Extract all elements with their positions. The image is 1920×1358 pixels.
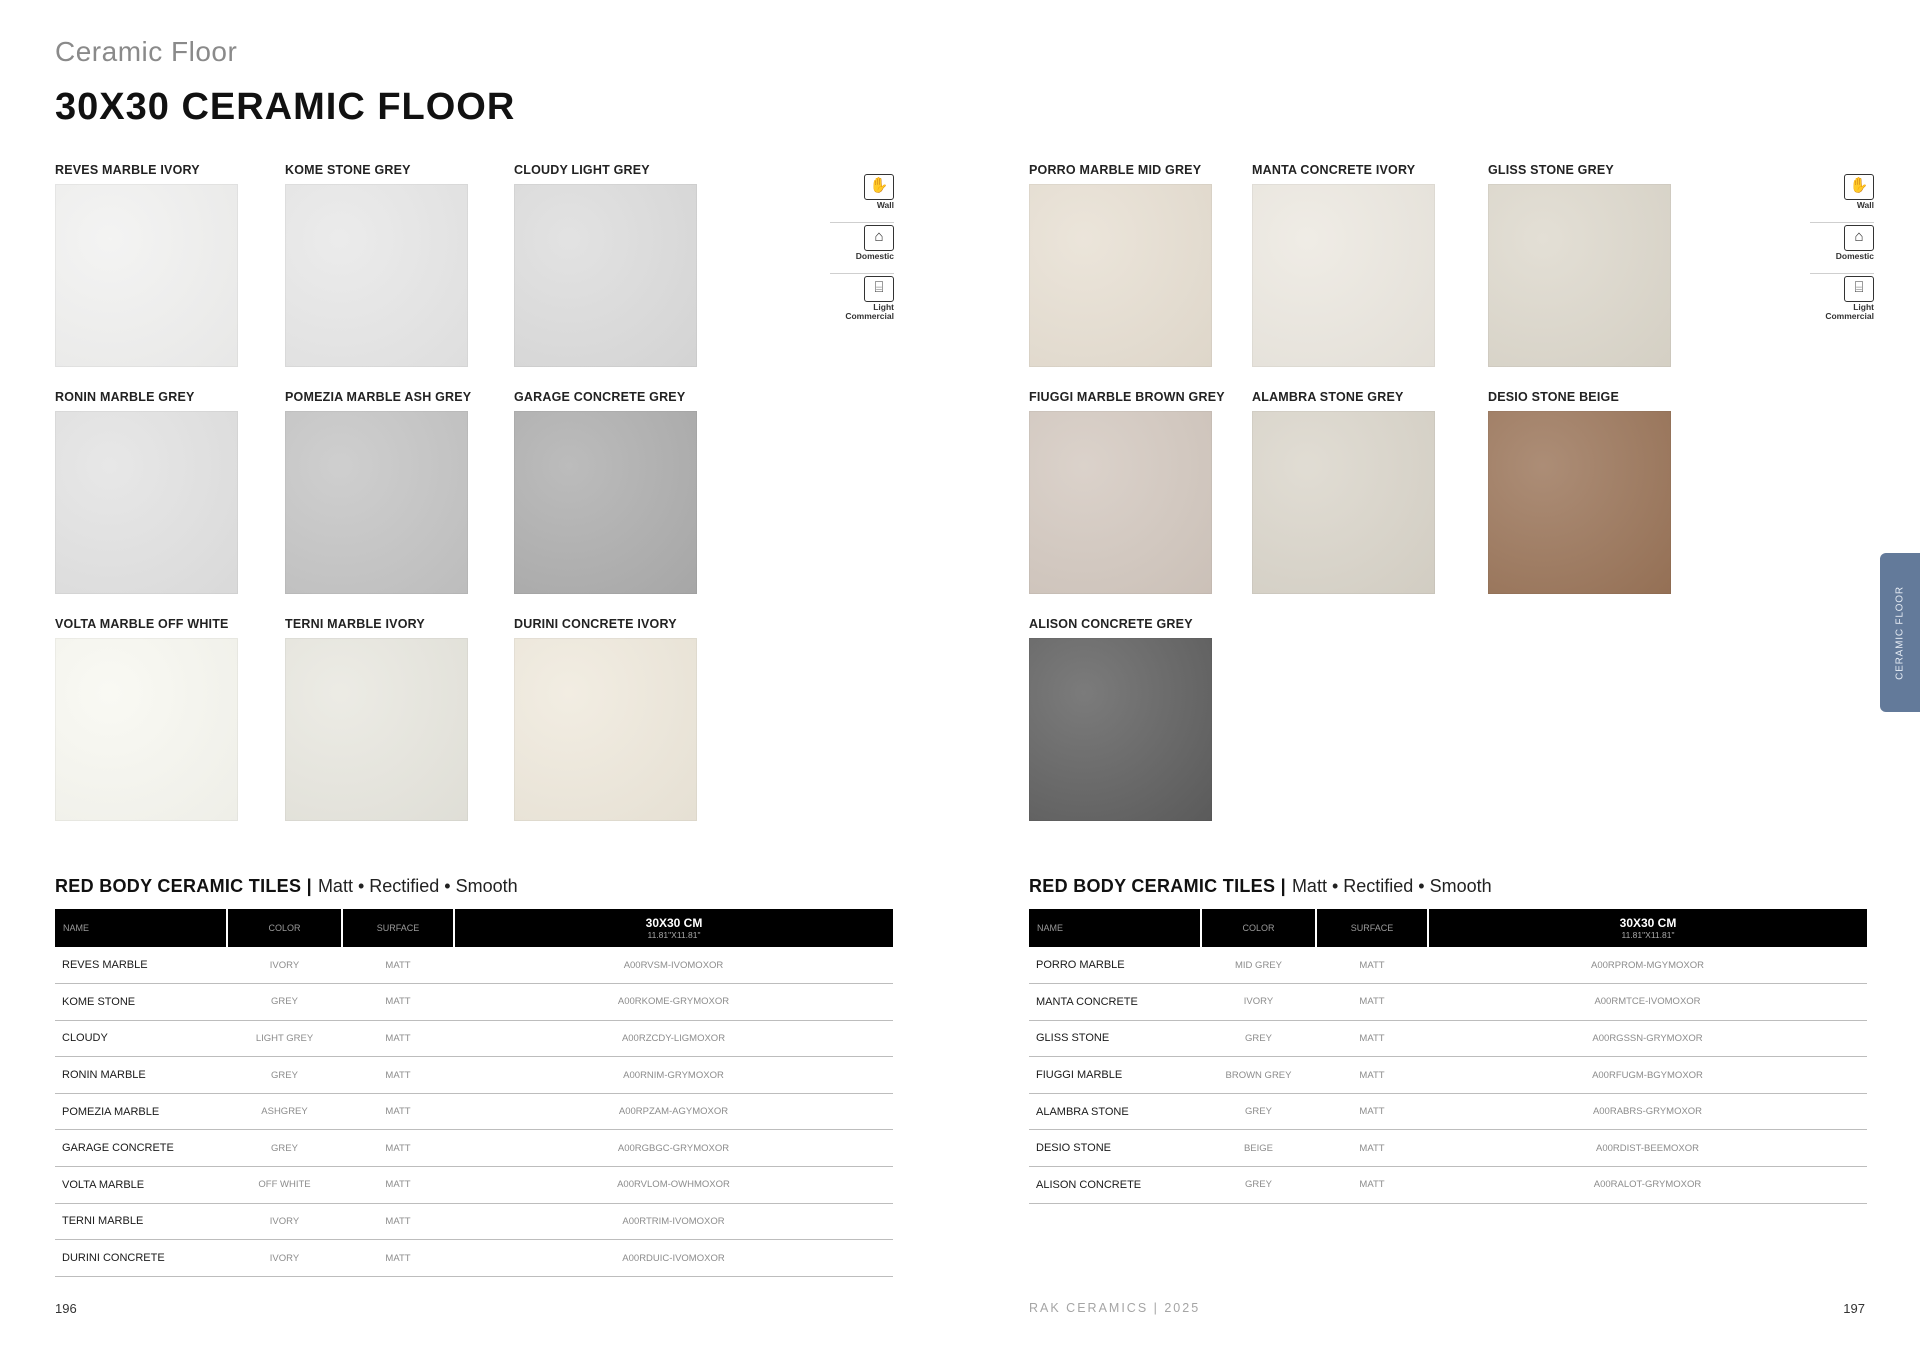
cell-color: LIGHT GREY bbox=[227, 1020, 342, 1057]
table-row bbox=[55, 1020, 893, 1057]
tile-name: CLOUDY LIGHT GREY bbox=[514, 163, 650, 177]
tile-card bbox=[1488, 162, 1673, 367]
cell-color: IVORY bbox=[227, 1203, 342, 1240]
cell-name: TERNI MARBLE bbox=[55, 1203, 227, 1240]
cell-code: A00RABRS-GRYMOXOR bbox=[1428, 1093, 1867, 1130]
cell-code: A00RNIM-GRYMOXOR bbox=[454, 1057, 893, 1094]
page-number: 197 bbox=[1843, 1301, 1865, 1316]
tile-swatch-image bbox=[514, 411, 697, 594]
cell-code: A00RDUIC-IVOMOXOR bbox=[454, 1240, 893, 1277]
tile-swatch-image bbox=[1029, 638, 1212, 821]
domestic-house-icon: ⌂ bbox=[864, 225, 894, 251]
cell-name: ALISON CONCRETE bbox=[1029, 1167, 1201, 1204]
tile-swatch-image bbox=[514, 184, 697, 367]
tile-name: RONIN MARBLE GREY bbox=[55, 390, 195, 404]
cell-color: BROWN GREY bbox=[1201, 1057, 1316, 1094]
tile-swatch-image bbox=[1029, 184, 1212, 367]
cell-code: A00RPROM-MGYMOXOR bbox=[1428, 947, 1867, 984]
cell-color: IVORY bbox=[227, 947, 342, 984]
spec-table bbox=[1029, 909, 1867, 1204]
cell-surface: MATT bbox=[342, 1167, 454, 1204]
chapter-side-tab[interactable] bbox=[1880, 553, 1920, 712]
tile-name: POMEZIA MARBLE ASH GREY bbox=[285, 390, 472, 404]
tile-swatch-image bbox=[1029, 411, 1212, 594]
usage-light-commercial bbox=[830, 274, 894, 325]
cell-color: ASHGREY bbox=[227, 1093, 342, 1130]
cell-surface: MATT bbox=[1316, 1167, 1428, 1204]
tile-card bbox=[285, 616, 470, 821]
section-heading-finish: Matt • Rectified • Smooth bbox=[1291, 876, 1492, 896]
cell-code: A00RZCDY-LIGMOXOR bbox=[454, 1020, 893, 1057]
tile-card bbox=[285, 389, 470, 594]
tile-swatch-image bbox=[55, 184, 238, 367]
tile-name: REVES MARBLE IVORY bbox=[55, 163, 200, 177]
cell-name: REVES MARBLE bbox=[55, 947, 227, 984]
tile-name: GARAGE CONCRETE GREY bbox=[514, 390, 686, 404]
table-row bbox=[55, 984, 893, 1021]
cell-name: KOME STONE bbox=[55, 984, 227, 1021]
cell-name: GARAGE CONCRETE bbox=[55, 1130, 227, 1167]
cell-code: A00RGSSN-GRYMOXOR bbox=[1428, 1020, 1867, 1057]
cell-color: GREY bbox=[227, 1057, 342, 1094]
table-row bbox=[55, 947, 893, 984]
cell-color: OFF WHITE bbox=[227, 1167, 342, 1204]
cell-surface: MATT bbox=[1316, 947, 1428, 984]
cell-surface: MATT bbox=[342, 1057, 454, 1094]
chapter-tab-label: CERAMIC FLOOR bbox=[1894, 585, 1906, 680]
tile-card bbox=[55, 616, 240, 821]
tile-swatch-image bbox=[285, 184, 468, 367]
tile-swatch-image bbox=[55, 411, 238, 594]
size-label: 30X30 CM bbox=[645, 915, 703, 930]
tile-card bbox=[514, 162, 699, 367]
cell-name: POMEZIA MARBLE bbox=[55, 1093, 227, 1130]
tile-swatch-image bbox=[514, 638, 697, 821]
table-row bbox=[1029, 1020, 1867, 1057]
tile-name: GLISS STONE GREY bbox=[1488, 163, 1614, 177]
cell-surface: MATT bbox=[342, 984, 454, 1021]
size-inches-label: 11.81"X11.81" bbox=[647, 929, 701, 940]
cell-code: A00RGBGC-GRYMOXOR bbox=[454, 1130, 893, 1167]
cell-code: A00RALOT-GRYMOXOR bbox=[1428, 1167, 1867, 1204]
cell-name: VOLTA MARBLE bbox=[55, 1167, 227, 1204]
right-page bbox=[960, 0, 1920, 1358]
cell-code: A00RDIST-BEEMOXOR bbox=[1428, 1130, 1867, 1167]
usage-label: Light Commercial bbox=[845, 302, 894, 321]
col-header-color: COLOR bbox=[227, 909, 342, 947]
cell-surface: MATT bbox=[1316, 1093, 1428, 1130]
usage-label: Domestic bbox=[855, 251, 894, 261]
tile-swatch-image bbox=[285, 411, 468, 594]
cell-surface: MATT bbox=[342, 947, 454, 984]
wall-hand-icon: ✋ bbox=[864, 174, 894, 200]
table-row bbox=[1029, 1130, 1867, 1167]
cell-code: A00RKOME-GRYMOXOR bbox=[454, 984, 893, 1021]
tile-card bbox=[1488, 389, 1673, 594]
tile-card bbox=[514, 616, 699, 821]
tile-swatch-image bbox=[55, 638, 238, 821]
tile-swatch-image bbox=[285, 638, 468, 821]
table-row bbox=[55, 1167, 893, 1204]
cell-name: MANTA CONCRETE bbox=[1029, 984, 1201, 1021]
size-inches-label: 11.81"X11.81" bbox=[1621, 929, 1675, 940]
cell-surface: MATT bbox=[1316, 984, 1428, 1021]
tile-name: MANTA CONCRETE IVORY bbox=[1252, 163, 1416, 177]
table-row bbox=[1029, 947, 1867, 984]
section-heading-bold: RED BODY CERAMIC TILES | bbox=[1029, 876, 1286, 896]
table-row bbox=[1029, 1167, 1867, 1204]
cell-code: A00RPZAM-AGYMOXOR bbox=[454, 1093, 893, 1130]
cell-color: GREY bbox=[1201, 1020, 1316, 1057]
cell-name: CLOUDY bbox=[55, 1020, 227, 1057]
cell-color: MID GREY bbox=[1201, 947, 1316, 984]
cell-surface: MATT bbox=[342, 1130, 454, 1167]
tile-swatch-image bbox=[1488, 411, 1671, 594]
tile-name: ALISON CONCRETE GREY bbox=[1029, 617, 1193, 631]
col-header-color: COLOR bbox=[1201, 909, 1316, 947]
domestic-house-icon: ⌂ bbox=[1844, 225, 1874, 251]
cell-code: A00RFUGM-BGYMOXOR bbox=[1428, 1057, 1867, 1094]
usage-light-commercial bbox=[1810, 274, 1874, 325]
col-header-name: NAME bbox=[55, 909, 227, 947]
usage-label: Wall bbox=[876, 200, 894, 210]
cell-color: GREY bbox=[1201, 1093, 1316, 1130]
spec-table bbox=[55, 909, 893, 1277]
tile-name: DESIO STONE BEIGE bbox=[1488, 390, 1619, 404]
tile-card bbox=[1252, 162, 1437, 367]
cell-surface: MATT bbox=[342, 1203, 454, 1240]
col-header-surface: SURFACE bbox=[1316, 909, 1428, 947]
size-label: 30X30 CM bbox=[1619, 915, 1677, 930]
tile-card bbox=[1029, 389, 1225, 594]
tile-card bbox=[1029, 162, 1214, 367]
cell-surface: MATT bbox=[1316, 1057, 1428, 1094]
cell-surface: MATT bbox=[1316, 1020, 1428, 1057]
table-section-heading bbox=[1029, 876, 1492, 897]
tile-card bbox=[55, 389, 240, 594]
tile-card bbox=[1029, 616, 1214, 821]
page-number: 196 bbox=[55, 1301, 77, 1316]
table-header-row bbox=[1029, 909, 1867, 947]
tile-name: FIUGGI MARBLE BROWN GREY bbox=[1029, 390, 1225, 404]
tile-name: DURINI CONCRETE IVORY bbox=[514, 617, 677, 631]
table-header-row bbox=[55, 909, 893, 947]
usage-wall bbox=[1810, 172, 1874, 223]
cell-name: PORRO MARBLE bbox=[1029, 947, 1201, 984]
section-heading-finish: Matt • Rectified • Smooth bbox=[317, 876, 518, 896]
tile-swatch-image bbox=[1252, 411, 1435, 594]
cell-code: A00RVSM-IVOMOXOR bbox=[454, 947, 893, 984]
cell-name: FIUGGI MARBLE bbox=[1029, 1057, 1201, 1094]
tile-name: VOLTA MARBLE OFF WHITE bbox=[55, 617, 229, 631]
cell-code: A00RMTCE-IVOMOXOR bbox=[1428, 984, 1867, 1021]
cell-surface: MATT bbox=[1316, 1130, 1428, 1167]
tile-card bbox=[514, 389, 699, 594]
tile-name: KOME STONE GREY bbox=[285, 163, 411, 177]
tile-card bbox=[55, 162, 240, 367]
col-header-size bbox=[454, 909, 893, 947]
tile-name: TERNI MARBLE IVORY bbox=[285, 617, 425, 631]
cell-color: IVORY bbox=[1201, 984, 1316, 1021]
cell-code: A00RTRIM-IVOMOXOR bbox=[454, 1203, 893, 1240]
table-section-heading bbox=[55, 876, 518, 897]
page-title: 30X30 CERAMIC FLOOR bbox=[55, 86, 516, 128]
usage-label: Wall bbox=[1856, 200, 1874, 210]
light-commercial-bag-icon: ⌸ bbox=[1844, 276, 1874, 302]
section-eyebrow: Ceramic Floor bbox=[55, 36, 238, 67]
cell-color: GREY bbox=[1201, 1167, 1316, 1204]
usage-wall bbox=[830, 172, 894, 223]
tile-swatch-image bbox=[1488, 184, 1671, 367]
usage-icons bbox=[1810, 172, 1874, 325]
usage-label: Light Commercial bbox=[1825, 302, 1874, 321]
usage-icons bbox=[830, 172, 894, 325]
cell-color: BEIGE bbox=[1201, 1130, 1316, 1167]
footer-brand: RAK CERAMICS | 2025 bbox=[1029, 1301, 1201, 1315]
table-row bbox=[55, 1240, 893, 1277]
table-row bbox=[55, 1203, 893, 1240]
table-row bbox=[1029, 984, 1867, 1021]
table-row bbox=[1029, 1093, 1867, 1130]
tile-name: ALAMBRA STONE GREY bbox=[1252, 390, 1404, 404]
light-commercial-bag-icon: ⌸ bbox=[864, 276, 894, 302]
cell-surface: MATT bbox=[342, 1093, 454, 1130]
cell-code: A00RVLOM-OWHMOXOR bbox=[454, 1167, 893, 1204]
cell-name: DURINI CONCRETE bbox=[55, 1240, 227, 1277]
cell-name: DESIO STONE bbox=[1029, 1130, 1201, 1167]
tile-card bbox=[1252, 389, 1437, 594]
table-row bbox=[55, 1057, 893, 1094]
usage-domestic bbox=[830, 223, 894, 274]
cell-name: RONIN MARBLE bbox=[55, 1057, 227, 1094]
cell-color: GREY bbox=[227, 1130, 342, 1167]
usage-domestic bbox=[1810, 223, 1874, 274]
cell-surface: MATT bbox=[342, 1240, 454, 1277]
cell-color: GREY bbox=[227, 984, 342, 1021]
col-header-size bbox=[1428, 909, 1867, 947]
tile-name: PORRO MARBLE MID GREY bbox=[1029, 163, 1202, 177]
cell-surface: MATT bbox=[342, 1020, 454, 1057]
table-row bbox=[55, 1130, 893, 1167]
col-header-name: NAME bbox=[1029, 909, 1201, 947]
tile-card bbox=[285, 162, 470, 367]
section-heading-bold: RED BODY CERAMIC TILES | bbox=[55, 876, 312, 896]
tile-swatch-image bbox=[1252, 184, 1435, 367]
table-row bbox=[55, 1093, 893, 1130]
usage-label: Domestic bbox=[1835, 251, 1874, 261]
col-header-surface: SURFACE bbox=[342, 909, 454, 947]
table-row bbox=[1029, 1057, 1867, 1094]
cell-name: GLISS STONE bbox=[1029, 1020, 1201, 1057]
cell-color: IVORY bbox=[227, 1240, 342, 1277]
cell-name: ALAMBRA STONE bbox=[1029, 1093, 1201, 1130]
wall-hand-icon: ✋ bbox=[1844, 174, 1874, 200]
